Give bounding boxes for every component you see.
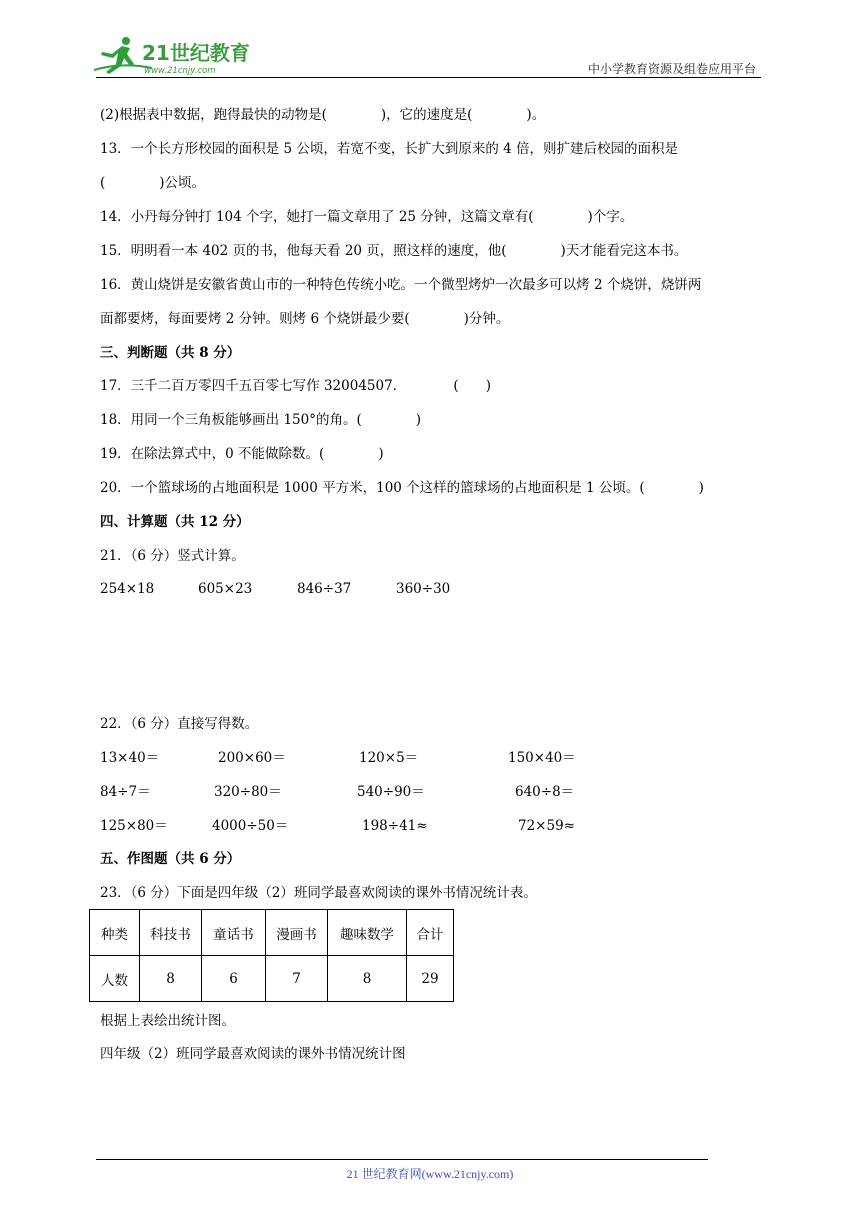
table-cell: 趣味数学 <box>328 910 407 956</box>
mental-calc-item: 198÷41≈ <box>362 818 428 834</box>
table-cell: 种类 <box>90 910 140 956</box>
chart-caption: 四年级（2）班同学最喜欢阅读的课外书情况统计图 <box>100 1046 406 1062</box>
mental-calc-item: 200×60＝ <box>218 750 286 766</box>
question-14: 14．小丹每分钟打 104 个字，她打一篇文章用了 25 分钟，这篇文章有( )个字。 <box>100 209 634 225</box>
mental-calc-item: 320÷80＝ <box>214 784 282 800</box>
question-16-continued: 面都要烤，每面要烤 2 分钟。则烤 6 个烧饼最少要( )分钟。 <box>100 311 510 327</box>
mental-calc-item: 120×5＝ <box>359 750 419 766</box>
table-cell: 科技书 <box>140 910 202 956</box>
mental-calc-item: 13×40＝ <box>100 750 160 766</box>
question-12-part-2: (2)根据表中数据，跑得最快的动物是( )，它的速度是( )。 <box>100 107 546 123</box>
section-3-heading: 三、判断题（共 8 分） <box>100 345 241 361</box>
header-tagline: 中小学教育资源及组卷应用平台 <box>587 62 756 76</box>
book-stats-table <box>89 909 454 1002</box>
table-cell: 7 <box>266 956 328 1002</box>
question-13: 13．一个长方形校园的面积是 5 公顷，若宽不变，长扩大到原来的 4 倍，则扩建后校园的面积是 <box>100 141 679 157</box>
question-20: 20．一个篮球场的占地面积是 1000 平方米，100 个这样的篮球场的占地面积是 1 公顷。( ) <box>100 480 704 496</box>
question-15: 15．明明看一本 402 页的书，他每天看 20 页，照这样的速度，他( )天才能看完这本书。 <box>100 243 688 259</box>
table-cell: 8 <box>140 956 202 1002</box>
table-row <box>90 956 454 1002</box>
table-cell: 人数 <box>90 956 140 1002</box>
mental-calc-item: 84÷7＝ <box>100 784 151 800</box>
question-21: 21．（6 分）竖式计算。 <box>100 548 245 564</box>
question-19: 19．在除法算式中，0 不能做除数。( ) <box>100 446 384 462</box>
table-cell: 漫画书 <box>266 910 328 956</box>
vertical-calc-item: 254×18 <box>100 581 155 597</box>
table-cell: 29 <box>407 956 454 1002</box>
draw-chart-instruction: 根据上表绘出统计图。 <box>100 1013 235 1029</box>
section-5-heading: 五、作图题（共 6 分） <box>100 851 241 867</box>
question-18: 18．用同一个三角板能够画出 150°的角。( ) <box>100 412 422 428</box>
mental-calc-item: 4000÷50＝ <box>212 818 289 834</box>
mental-calc-item: 72×59≈ <box>518 818 575 834</box>
header-divider <box>96 77 761 78</box>
question-16: 16．黄山烧饼是安徽省黄山市的一种特色传统小吃。一个微型烤炉一次最多可以烤 2 个烧饼，烧饼两 <box>100 277 702 293</box>
table-cell: 6 <box>202 956 266 1002</box>
site-logo <box>92 32 262 78</box>
footer-divider <box>96 1159 708 1160</box>
table-cell: 合计 <box>407 910 454 956</box>
mental-calc-item: 540÷90＝ <box>357 784 425 800</box>
question-17: 17．三千二百万零四千五百零七写作 32004507． ( ) <box>100 378 491 394</box>
logo-url: www.21cnjy.com <box>144 66 216 76</box>
mental-calc-item: 640÷8＝ <box>515 784 575 800</box>
question-13-continued: ( )公顷。 <box>100 175 206 191</box>
table-cell: 8 <box>328 956 407 1002</box>
mental-calc-item: 125×80＝ <box>100 818 168 834</box>
footer-link[interactable]: 21 世纪教育网(www.21cnjy.com) <box>346 1167 514 1181</box>
table-row <box>90 910 454 956</box>
vertical-calc-item: 360÷30 <box>396 581 451 597</box>
vertical-calc-item: 846÷37 <box>297 581 352 597</box>
logo-text: 21世纪教育 <box>142 41 250 65</box>
question-22: 22．（6 分）直接写得数。 <box>100 716 259 732</box>
section-4-heading: 四、计算题（共 12 分） <box>100 514 250 530</box>
question-23: 23．（6 分）下面是四年级（2）班同学最喜欢阅读的课外书情况统计表。 <box>100 885 537 901</box>
mental-calc-item: 150×40＝ <box>508 750 576 766</box>
table-cell: 童话书 <box>202 910 266 956</box>
vertical-calc-item: 605×23 <box>198 581 253 597</box>
